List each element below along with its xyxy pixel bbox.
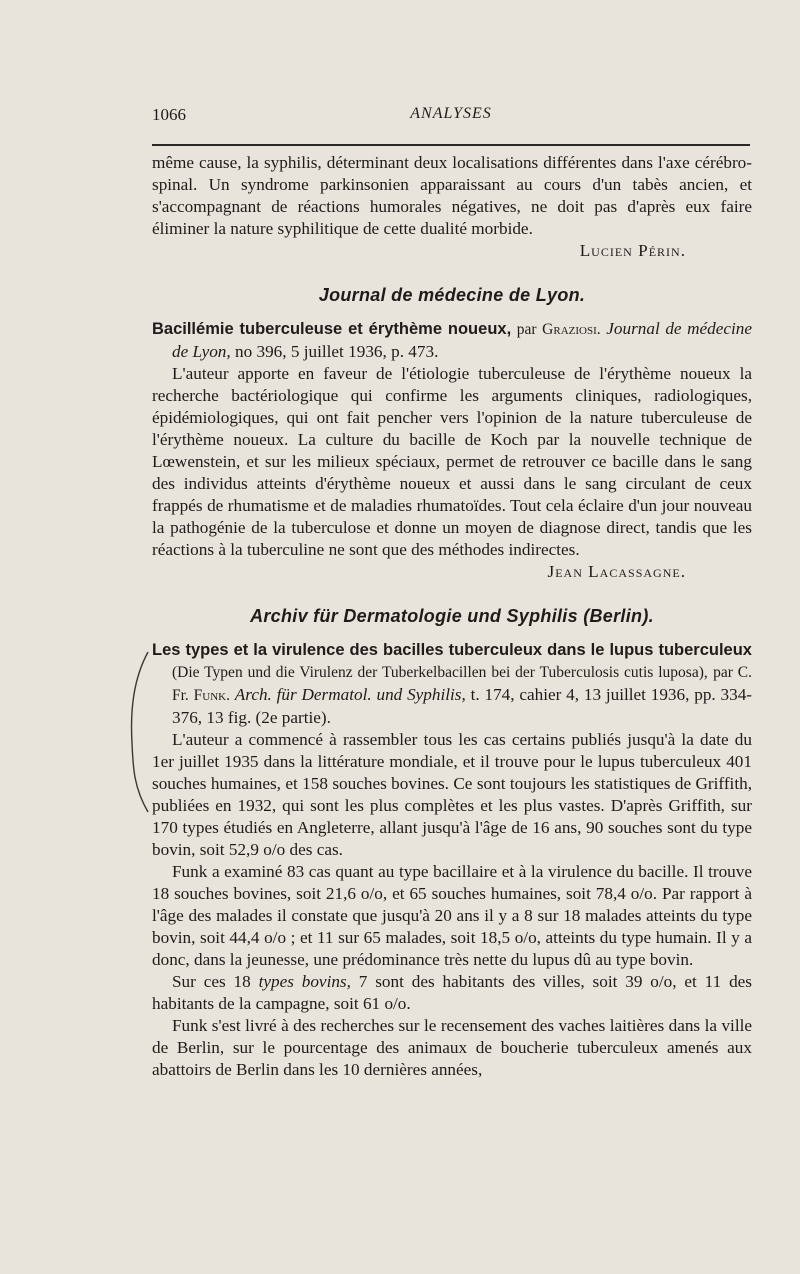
article-paragraph-4: Funk s'est livré à des recherches sur le recensement des vaches laitières dans la ville de Berlin, sur le pourcentage des animaux de boucherie tuberculeux amenés aux abattoirs de Berlin dans les 10 dernières années, bbox=[152, 1016, 752, 1079]
article-title-par: par C. Fr. bbox=[172, 664, 752, 704]
signature-perin: Lucien Périn. bbox=[579, 241, 686, 260]
article-title-lupus bbox=[152, 639, 752, 729]
article-paragraph-2: Funk a examiné 83 cas quant au type bacillaire et à la virulence du bacille. Il trouve 18 souches bovines, soit 21,6 o/o, et 65 souches humaines, soit 78,4 o/o. Par rapport à l'âge des malades il constate que jusqu'à 20 ans il y a 8 sur 18 malades atteints du type bovin, soit 44,4 o/o ; et 11 sur 65 malades, soit 18,5 o/o, atteints du type humain. Il y a donc, dans la jeunesse, une prédominance très nette du lupus dû au type bovin. bbox=[152, 862, 752, 969]
article-title-bacillemie bbox=[152, 318, 752, 363]
paragraph-3-start: Sur ces 18 bbox=[172, 972, 251, 991]
article-title-text: Bacillémie tuberculeuse et érythème noueux, bbox=[152, 320, 512, 338]
article-author: Funk. bbox=[193, 687, 230, 704]
article-journal-ref: Arch. für Dermatol. und Syphilis, bbox=[234, 685, 466, 704]
page-header bbox=[152, 105, 750, 129]
page-number: 1066 bbox=[152, 105, 186, 124]
article-body-bacillemie: L'auteur apporte en faveur de l'étiologie tuberculeuse de l'érythème noueux la recherche bactériologique qui confirme les arguments cliniques, radiologiques, épidémiologiques, qui ont fait pencher vers l'opinion de la nature tuberculeuse de l'érythème noueux. La culture du bacille de Koch par la nouvelle technique de Lœwenstein, et sur les milieux spéciaux, permet de retrouver ce bacille dans le sang des individus atteints d'érythème noueux et aussi dans le sang circulant de ceux frappés de rhumatisme et de maladies rhumatoïdes. Tout cela éclaire d'un jour nouveau la pathogénie de la tuberculose et donne un moyen de diagnose direct, tandis que les réactions à la tuberculine ne sont que des méthodes indirectes. bbox=[152, 364, 752, 559]
article-journal-ref: Journal de médecine de Lyon, bbox=[172, 319, 753, 361]
running-title: ANALYSES bbox=[410, 105, 492, 122]
article-title-german: (Die Typen und die Virulenz der Tuberkelbacillen bei der Tuberculosis cutis luposa), bbox=[172, 664, 708, 681]
article-ref-details: t. 174, cahier 4, 13 juillet 1936, pp. 334-376, 13 fig. (2e partie). bbox=[172, 685, 753, 727]
article-title-text: Les types et la virulence des bacilles tuberculeux dans le lupus tuberculeux bbox=[152, 641, 752, 659]
header-rule bbox=[152, 144, 750, 146]
journal-heading-lyon: Journal de médecine de Lyon. bbox=[318, 285, 586, 305]
article-paragraph-3 bbox=[152, 971, 752, 1015]
paragraph-3-end: 7 sont des habitants des villes, soit 39 o/o, et 11 des habitants de la campagne, soit 61 o/o. bbox=[152, 972, 752, 1013]
article-paragraph-1: L'auteur a commencé à rassembler tous les cas certains publiés jusqu'à la date du 1er juillet 1935 dans la littérature mondiale, et il trouve pour le lupus tuberculeux 401 souches humaines, et 158 souches bovines. Ce sont toujours les statistiques de Griffith, publiées en 1932, qui sont les plus complètes et les plus vastes. D'après Griffith, sur 170 types étudiés en Angleterre, allant jusqu'à l'âge de 16 ans, 90 souches sont du type bovin, soit 52,9 o/o des cas. bbox=[152, 730, 752, 859]
article-author: Graziosi. bbox=[542, 321, 601, 338]
intro-paragraph: même cause, la syphilis, déterminant deux localisations différentes dans l'axe cérébro-spinal. Un syndrome parkinsonien apparaissant au cours d'un tabès ancien, et s'accompagnant de réactions humorales négatives, ne doit pas d'après eux faire éliminer la nature syphilitique de cette dualité morbide. bbox=[152, 153, 752, 238]
article-title-par: par bbox=[516, 321, 537, 338]
signature-lacassagne: Jean Lacassagne. bbox=[547, 562, 686, 581]
journal-heading-archiv: Archiv für Dermatologie und Syphilis (Berlin). bbox=[250, 606, 654, 626]
pencil-bracket-mark bbox=[112, 648, 152, 818]
paragraph-3-italic: types bovins, bbox=[258, 972, 351, 991]
page-content bbox=[152, 152, 752, 1081]
article-ref-details: no 396, 5 juillet 1936, p. 473. bbox=[234, 342, 439, 361]
